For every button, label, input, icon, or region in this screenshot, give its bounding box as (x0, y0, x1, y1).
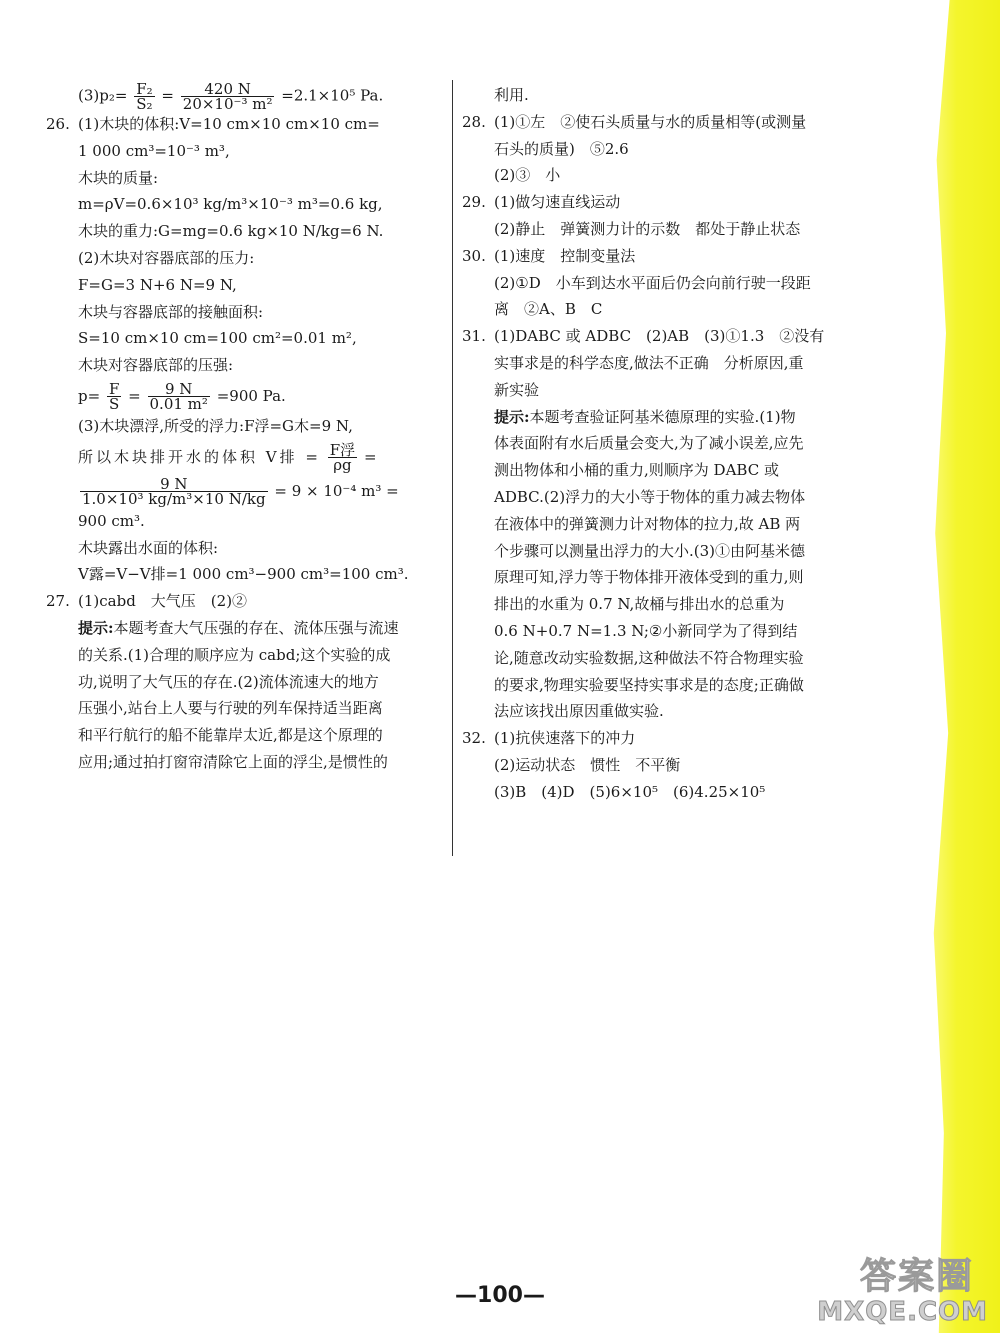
q31-line-3: 新实验 (494, 380, 540, 399)
q25-fraction-symbolic: $\frac{\text{F₂}}{\text{S₂}}$ (136, 82, 153, 111)
q28-line-1: 28. (1)①左 ②使石头质量与水的质量相等(或测量 (462, 109, 856, 136)
q28-line-3: (2)③ 小 (494, 166, 561, 185)
q31-hint-1: 提示:本题考查验证阿基米德原理的实验.(1)物 (494, 407, 796, 426)
q25-part3-line: (3)p₂= $\frac{\text{F₂}}{\text{S₂}}$ = $\frac{420 N}{\text{20×10⁻³ m²}}$ =2.1×10⁵ Pa. (78, 82, 384, 111)
q31-hint-11: 的要求,物理实验要坚持实事求是的态度;正确做 (494, 675, 804, 694)
question-number: 27. (46, 592, 70, 611)
q26-line-8: 木块与容器底部的接触面积: (78, 302, 264, 321)
yellow-edge-strip (928, 0, 1000, 1333)
question-number: 32. (462, 729, 486, 748)
q31-hint-7: 原理可知,浮力等于物体排开液体受到的重力,则 (494, 568, 804, 587)
q26-volume-formula: 所以木块排开水的体积 V排 = $\frac{\text{F浮}}{\rho g}$ = (78, 441, 377, 474)
site-watermark (804, 1256, 994, 1329)
q32-line-3: (3)B (4)D (5)6×10⁵ (6)4.25×10⁵ (494, 782, 766, 801)
q31-hint-9: 0.6 N+0.7 N=1.3 N;②小新同学为了得到结 (494, 621, 798, 640)
q31-hint-2: 体表面附有水后质量会变大,为了减小误差,应先 (494, 434, 804, 453)
q30-line-1: 30. (1)速度 控制变量法 (462, 243, 856, 270)
q26-line-5: 木块的重力:G=mg=0.6 kg×10 N/kg=6 N. (78, 222, 384, 241)
question-number: 26. (46, 115, 70, 133)
q26-line-16: 木块露出水面的体积: (78, 538, 219, 557)
q31-hint-4: ADBC.(2)浮力的大小等于物体的重力减去物体 (494, 487, 806, 506)
q27-hint-3: 功,说明了大气压的存在.(2)流体流速大的地方 (78, 672, 379, 691)
q26-line-3: 木块的质量: (78, 168, 159, 187)
q32-line-1: 32. (1)抗侠速落下的冲力 (462, 725, 856, 752)
q30-line-3: 离 ②A、B C (494, 300, 603, 319)
q31-hint-8: 排出的水重为 0.7 N,故桶与排出水的总重为 (494, 595, 785, 614)
page-number: —100— (455, 1283, 545, 1308)
q27-line-1: 27. (1)cabd 大气压 (2)② (46, 588, 442, 615)
q31-hint-12: 法应该找出原因重做实验. (494, 702, 664, 721)
q32-line-2: (2)运动状态 惯性 不平衡 (494, 755, 681, 774)
question-number: 30. (462, 246, 486, 265)
q31-hint-10: 论,随意改动实验数据,这种做法不符合物理实验 (494, 648, 804, 667)
watermark-url: MXQE.COM (817, 1297, 988, 1327)
q31-hint-6: 个步骤可以测量出浮力的大小.(3)①由阿基米德 (494, 541, 806, 560)
q27-hint-1: 提示:本题考查大气压强的存在、流体压强与流速 (78, 618, 399, 637)
left-column (46, 82, 442, 776)
q25-fraction-numeric: $\frac{420 N}{\text{20×10⁻³ m²}}$ (182, 82, 273, 111)
q26-pressure-formula: p= $\frac{F}{S}$ = $\frac{9 N}{\text{0.01 m²}}$ =900 Pa. (78, 380, 286, 413)
q26-line-15: 900 cm³. (78, 511, 145, 530)
watermark-logo-text: 答案圈 (859, 1256, 974, 1297)
q31-line-2: 实事求是的科学态度,做法不正确 分析原因,重 (494, 353, 804, 372)
q26-line-7: F=G=3 N+6 N=9 N, (78, 275, 237, 294)
hint-label: 提示: (78, 618, 114, 637)
q30-line-2: (2)①D 小车到达水平面后仍会向前行驶一段距 (494, 273, 811, 292)
q25-formula-lhs: (3)p₂= (78, 86, 128, 105)
q29-line-1: 29. (1)做匀速直线运动 (462, 189, 856, 216)
question-number: 31. (462, 327, 486, 346)
right-column (462, 82, 856, 806)
hint-label: 提示: (494, 407, 530, 426)
q26-line-4: m=ρV=0.6×10³ kg/m³×10⁻³ m³=0.6 kg, (78, 195, 383, 214)
q26-line-17: V露=V−V排=1 000 cm³−900 cm³=100 cm³. (78, 565, 409, 584)
column-divider (452, 80, 453, 856)
question-number: 29. (462, 193, 486, 212)
q26-line-2: 1 000 cm³=10⁻³ m³, (78, 141, 230, 160)
q28-line-2: 石头的质量) ⑤2.6 (494, 139, 629, 158)
q31-hint-3: 测出物体和小桶的重力,则顺序为 DABC 或 (494, 461, 779, 480)
q26-line-12: (3)木块漂浮,所受的浮力:F浮=G木=9 N, (78, 416, 353, 435)
q26-volume-result: $\frac{9 N}{\text{1.0×10³ kg/m³×10 N/kg}}$ = 9 × 10⁻⁴ m³ = (82, 475, 399, 508)
q31-hint-5: 在液体中的弹簧测力计对物体的拉力,故 AB 两 (494, 514, 801, 533)
q26-line-1: 26. (1)木块的体积:V=10 cm×10 cm×10 cm= (46, 111, 442, 138)
q27-continuation: 利用. (494, 86, 529, 104)
q31-line-1: 31. (1)DABC 或 ADBC (2)AB (3)①1.3 ②没有 (462, 323, 856, 350)
q26-line-9: S=10 cm×10 cm=100 cm²=0.01 m², (78, 329, 357, 348)
q27-hint-4: 压强小,站台上人要与行驶的列车保持适当距离 (78, 699, 383, 718)
q26-line-6: (2)木块对容器底部的压力: (78, 248, 255, 267)
q27-hint-5: 和平行航行的船不能靠岸太近,都是这个原理的 (78, 726, 383, 745)
q29-line-2: (2)静止 弹簧测力计的示数 都处于静止状态 (494, 219, 801, 238)
q27-hint-6: 应用;通过拍打窗帘清除它上面的浮尘,是惯性的 (78, 752, 388, 771)
q26-line-10: 木块对容器底部的压强: (78, 356, 234, 375)
q27-hint-2: 的关系.(1)合理的顺序应为 cabd;这个实验的成 (78, 645, 391, 664)
question-number: 28. (462, 112, 486, 131)
